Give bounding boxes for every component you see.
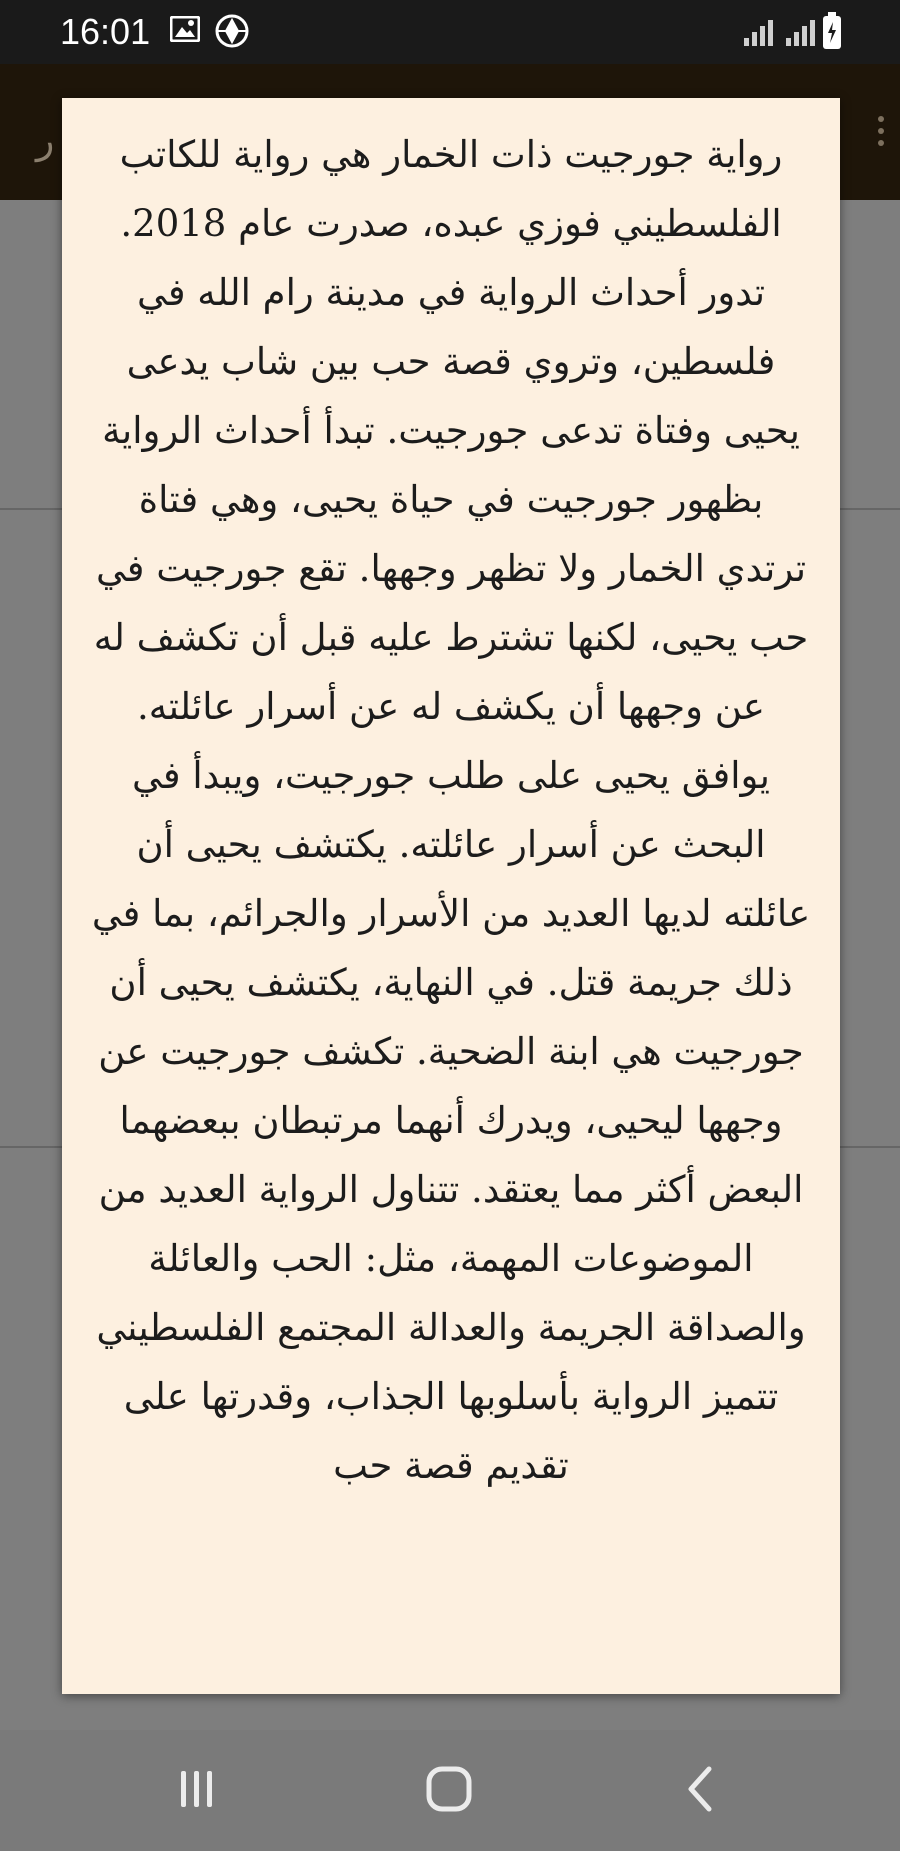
recents-icon bbox=[175, 1767, 219, 1815]
status-time: 16:01 bbox=[60, 11, 151, 52]
airplane-icon bbox=[214, 14, 250, 52]
navigation-bar bbox=[0, 1730, 900, 1851]
recents-button[interactable] bbox=[152, 1748, 242, 1834]
story-dialog bbox=[62, 98, 840, 1694]
back-button[interactable] bbox=[656, 1748, 746, 1834]
signal-icon bbox=[742, 18, 776, 52]
back-icon bbox=[681, 1765, 721, 1817]
signal-icon-2 bbox=[784, 18, 818, 52]
battery-icon bbox=[822, 12, 842, 54]
story-text: رواية جورجيت ذات الخمار هي رواية للكاتب الفلسطيني فوزي عبده، صدرت عام 2018. تدور أحداث الرواية في مدينة رام الله في فلسطين، وتروي قصة حب بين شاب يدعى يحيى وفتاة تدعى جورجيت. تبدأ أحداث الرواية بظهور جورجيت في حياة يحيى، وهي فتاة ترتدي الخمار ولا تظهر وجهها. تقع جورجيت في حب يحيى، لكنها تشترط عليه قبل أن تكشف له عن وجهها أن يكشف له عن أسرار عائلته. يوافق يحيى على طلب جورجيت، ويبدأ في البحث عن أسرار عائلته. يكتشف يحيى أن عائلته لديها العديد من الأسرار والجرائم، بما في ذلك جريمة قتل. في النهاية، يكتشف يحيى أن جورجيت هي ابنة الضحية. تكشف جورجيت عن وجهها ليحيى، ويدرك أنهما مرتبطان ببعضهما البعض أكثر مما يعتقد. تتناول الرواية العديد من الموضوعات المهمة، مثل: الحب والعائلة والصداقة الجريمة والعدالة المجتمع الفلسطيني تتميز الرواية بأسلوبها الجذاب، وقدرتها على تقديم قصة حب bbox=[91, 133, 811, 1487]
image-icon bbox=[170, 16, 200, 46]
toolbar-title: ر bbox=[36, 118, 55, 162]
more-vert-icon[interactable] bbox=[876, 116, 886, 156]
home-icon bbox=[424, 1764, 474, 1818]
home-button[interactable] bbox=[404, 1748, 494, 1834]
status-bar bbox=[0, 0, 900, 64]
